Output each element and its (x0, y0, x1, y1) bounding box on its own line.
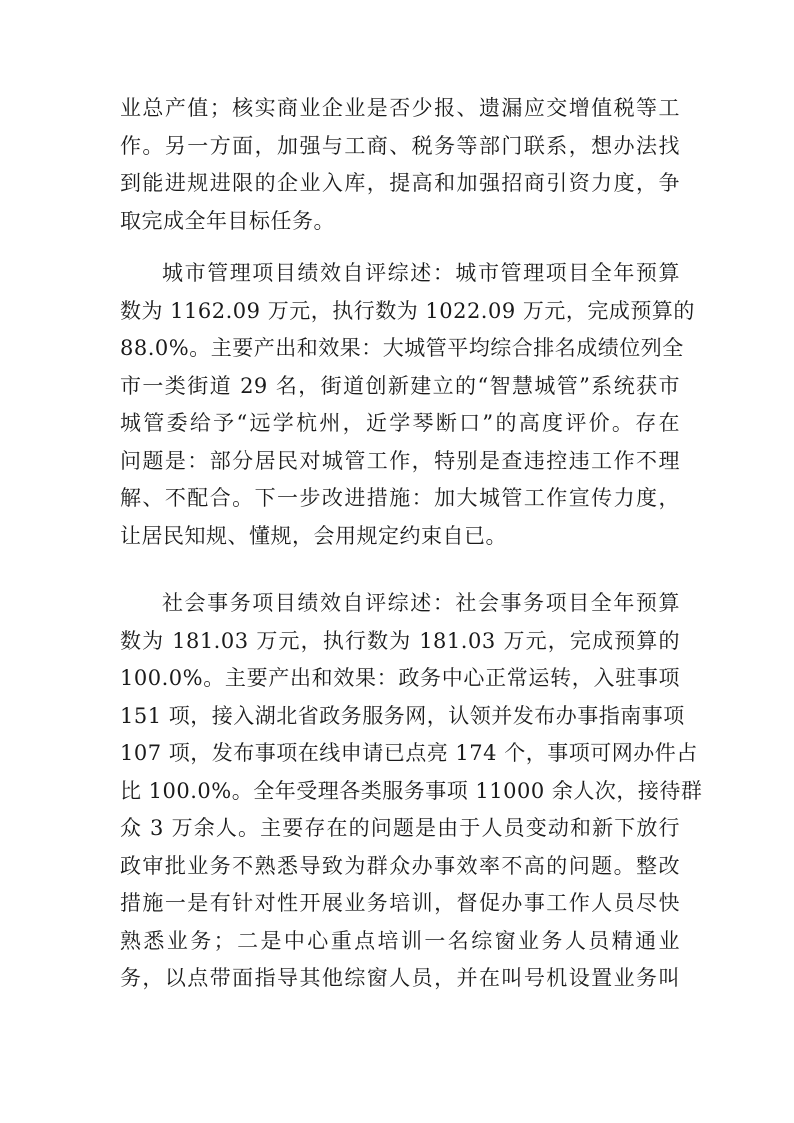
text-line: 城管委给予“远学杭州，近学琴断口”的高度评价。存在 (120, 411, 680, 435)
paragraph-continuation (120, 90, 680, 240)
paragraph-social-affairs (120, 585, 703, 998)
text-line: 业总产值；核实商业企业是否少报、遗漏应交增值税等工 (120, 96, 680, 120)
text-line: 城市管理项目绩效自评综述：城市管理项目全年预算 (162, 261, 680, 285)
text-line: 社会事务项目绩效自评综述：社会事务项目全年预算 (162, 591, 680, 615)
text-line: 比 100.0%。全年受理各类服务事项 11000 余人次，接待群 (120, 778, 703, 803)
text-line: 数为 1162.09 万元，执行数为 1022.09 万元，完成预算的 (120, 298, 695, 323)
text-line: 88.0%。主要产出和效果：大城管平均综合排名成绩位列全 (120, 336, 684, 360)
text-line: 解、不配合。下一步改进措施：加大城管工作宣传力度， (120, 486, 680, 510)
text-line: 数为 181.03 万元，执行数为 181.03 万元，完成预算的 (120, 628, 680, 653)
text-line: 151 项，接入湖北省政务服务网，认领并发布办事指南事项 (120, 703, 685, 728)
text-line: 作。另一方面，加强与工商、税务等部门联系，想办法找 (120, 133, 680, 158)
paragraph-city-management (120, 255, 695, 555)
text-line: 让居民知规、懂规，会用规定约束自已。 (120, 523, 507, 548)
text-line: 到能进规进限的企业入库，提高和加强招商引资力度，争 (120, 171, 680, 195)
text-line: 市一类街道 29 名，街道创新建立的“智慧城管”系统获市 (120, 373, 680, 398)
text-line: 政审批业务不熟悉导致为群众办事效率不高的问题。整改 (120, 853, 680, 878)
text-line: 取完成全年目标任务。 (120, 208, 335, 233)
text-line: 众 3 万余人。主要存在的问题是由于人员变动和新下放行 (120, 816, 680, 840)
text-line: 务，以点带面指导其他综窗人员，并在叫号机设置业务叫 (120, 966, 680, 990)
text-line: 107 项，发布事项在线申请已点亮 174 个，事项可网办件占 (120, 741, 698, 765)
text-line: 熟悉业务；二是中心重点培训一名综窗业务人员精通业 (120, 928, 680, 953)
text-line: 问题是：部分居民对城管工作，特别是查违控违工作不理 (120, 448, 680, 473)
text-line: 100.0%。主要产出和效果：政务中心正常运转，入驻事项 (120, 666, 680, 690)
text-line: 措施一是有针对性开展业务培训，督促办事工作人员尽快 (120, 891, 680, 915)
